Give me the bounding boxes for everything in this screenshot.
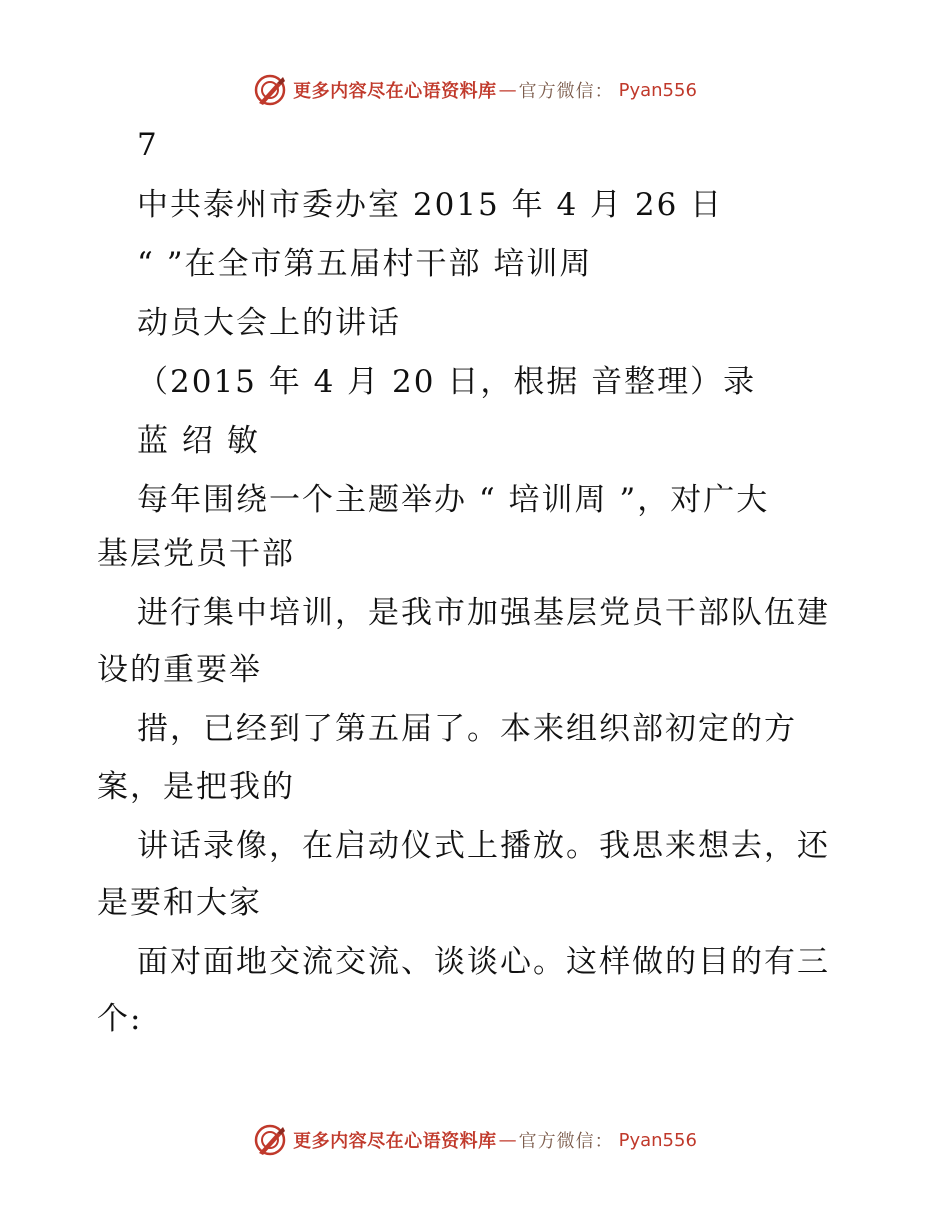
speech-title-line-2: 动员大会上的讲话	[137, 305, 401, 341]
issuer-date-line: 中共泰州市委办室 2015 年 4 月 26 日	[137, 187, 724, 223]
header-watermark	[0, 70, 950, 110]
speech-title-line-1: “ ”在全市第五届村干部 培训周	[137, 246, 593, 282]
paragraph-line: 基层党员干部	[97, 536, 295, 572]
paragraph-line: 每年围绕一个主题举办 “ 培训周 ”，对广大	[137, 482, 770, 518]
footer-watermark	[0, 1120, 950, 1160]
watermark-brand: 官方微信	[518, 81, 595, 102]
paragraph-line: 面对面地交流交流、谈谈心。这样做的目的有三	[137, 944, 830, 980]
paragraph-line: 措，已经到了第五届了。本来组织部初定的方	[137, 711, 797, 747]
watermark-dash: —	[498, 79, 517, 101]
watermark-account: Pyan556	[618, 1129, 697, 1151]
watermark-dash: —	[498, 1129, 517, 1151]
watermark-separator: ：	[594, 81, 613, 102]
page-number: 7	[137, 127, 159, 163]
pen-logo-icon	[253, 73, 287, 107]
watermark-separator: ：	[594, 1131, 613, 1152]
paragraph-line: 进行集中培训，是我市加强基层党员干部队伍建	[137, 595, 830, 631]
speaker-name: 蓝 绍 敏	[137, 423, 260, 459]
watermark-main-text: 更多内容尽在心语资料库	[293, 1131, 497, 1152]
pen-logo-icon	[253, 1123, 287, 1157]
watermark-brand: 官方微信	[518, 1131, 595, 1152]
paragraph-line: 是要和大家	[97, 885, 262, 921]
watermark-main-text: 更多内容尽在心语资料库	[293, 81, 497, 102]
paragraph-line: 个:	[97, 1001, 143, 1037]
watermark-account: Pyan556	[618, 79, 697, 101]
paragraph-line: 案，是把我的	[97, 769, 295, 805]
speech-date-note: （2015 年 4 月 20 日，根据 音整理）录	[137, 364, 757, 400]
paragraph-line: 设的重要举	[97, 652, 262, 688]
paragraph-line: 讲话录像，在启动仪式上播放。我思来想去，还	[137, 828, 830, 864]
